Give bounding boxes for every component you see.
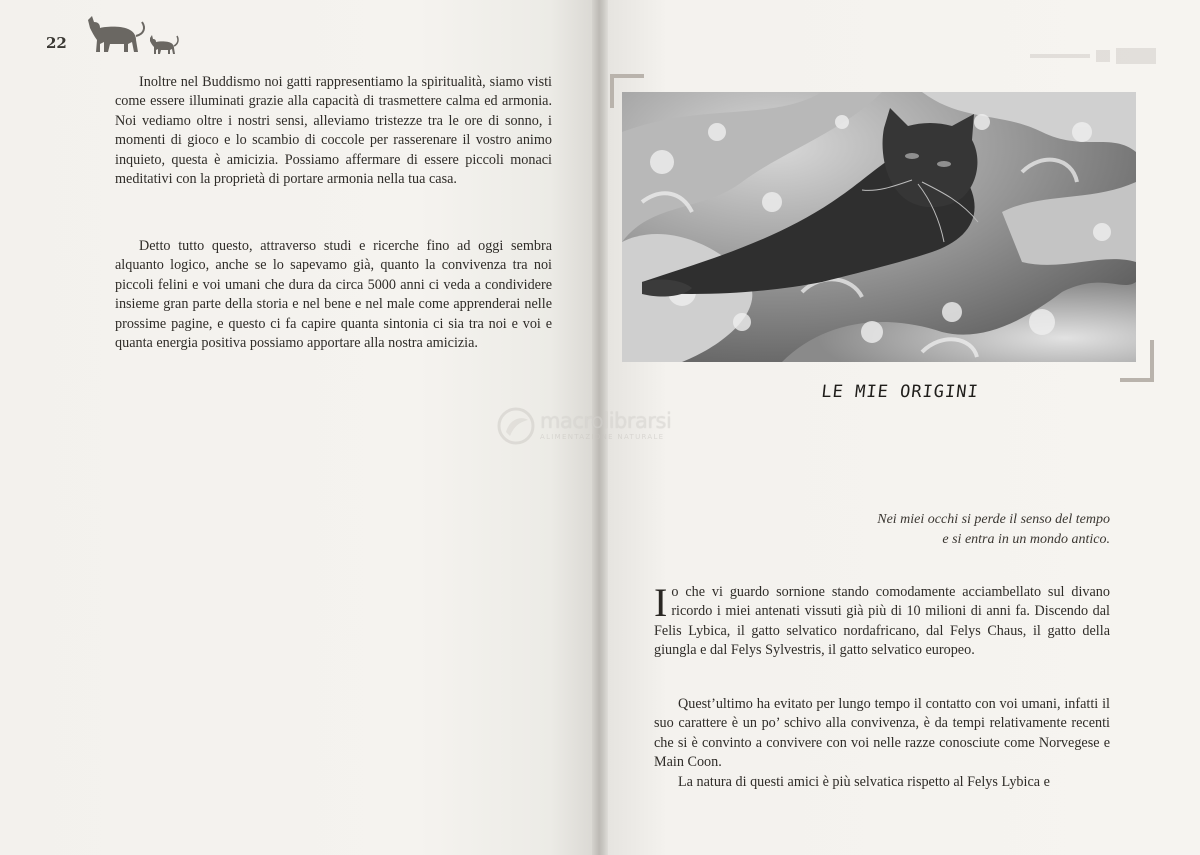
watermark-tagline: ALIMENTAZIONE NATURALE: [540, 433, 665, 441]
cat-on-blanket-image: [622, 92, 1136, 362]
right-paragraph-1-text: o che vi guardo sornione stando comodamente acciambellato sul divano ricordo i miei antenati vissuti già più di 10 milioni di anni fa. Discendo dal Felis Lybica, il gatto selvatico nordafricano, dal Felys Chaus, il gatto della giungla e dal Felys Sylvestris, il gatto selvatico europeo.: [654, 584, 1110, 659]
left-paragraph-2: Detto tutto questo, attraverso studi e ricerche fino ad oggi sembra alquanto logico, anche se lo sapevamo già, quanto la convivenza tra noi piccoli felini e voi umani che dura da circa 5000 anni ci veda a condividere insieme gran parte della storia e nel bene e nel male come apprenderai nelle prossime pagine, e questo ci fa capire quanta sintonia ci sia tra noi e voi e quanta energia positiva possiamo apportare alla nostra amicizia.: [115, 238, 552, 352]
watermark-brand: macrolibrarsi: [540, 409, 672, 433]
chapter-title: LE MIE ORIGINI: [820, 382, 980, 402]
right-paragraph-2: Quest’ultimo ha evitato per lungo tempo il contatto con voi umani, infatti il suo carattere è un po’ schivo alla convivenza, è da tempi relativamente recenti che si è convinto a convivere con voi nelle razze conosciute come Norvegese e Main Coon.: [654, 696, 1110, 771]
bleed-through-header-decoration: [1030, 44, 1160, 70]
page-number: 22: [46, 34, 67, 52]
left-paragraph-1: Inoltre nel Buddismo noi gatti rappresentiamo la spiritualità, siamo visti come essere illuminati grazie alla capacità di trasmettere calma ed armonia. Noi vediamo oltre i nostri sensi, alleviamo tristezze tra le ore di sonno, i momenti di gioco e lo scambio di coccole per rasserenare il vostro animo inquieto, questa è amicizia. Possiamo affermare di essere piccoli monaci meditativi con la proprietà di portare armonia nella tua casa.: [115, 74, 552, 188]
epigraph: [750, 510, 1110, 550]
epigraph-line-1: Nei miei occhi si perde il senso del tempo: [877, 512, 1110, 527]
right-paragraph-1: [654, 580, 1110, 661]
cats-silhouette-icon: [84, 14, 180, 56]
epigraph-line-2: e si entra in un mondo antico.: [942, 532, 1110, 547]
drop-cap: I: [654, 580, 668, 625]
watermark: [496, 404, 711, 448]
right-paragraph-3: La natura di questi amici è più selvatica rispetto al Felys Lybica e: [678, 774, 1050, 790]
cat-photo: [622, 92, 1136, 362]
macrolibrarsi-logo-icon: [496, 406, 536, 446]
